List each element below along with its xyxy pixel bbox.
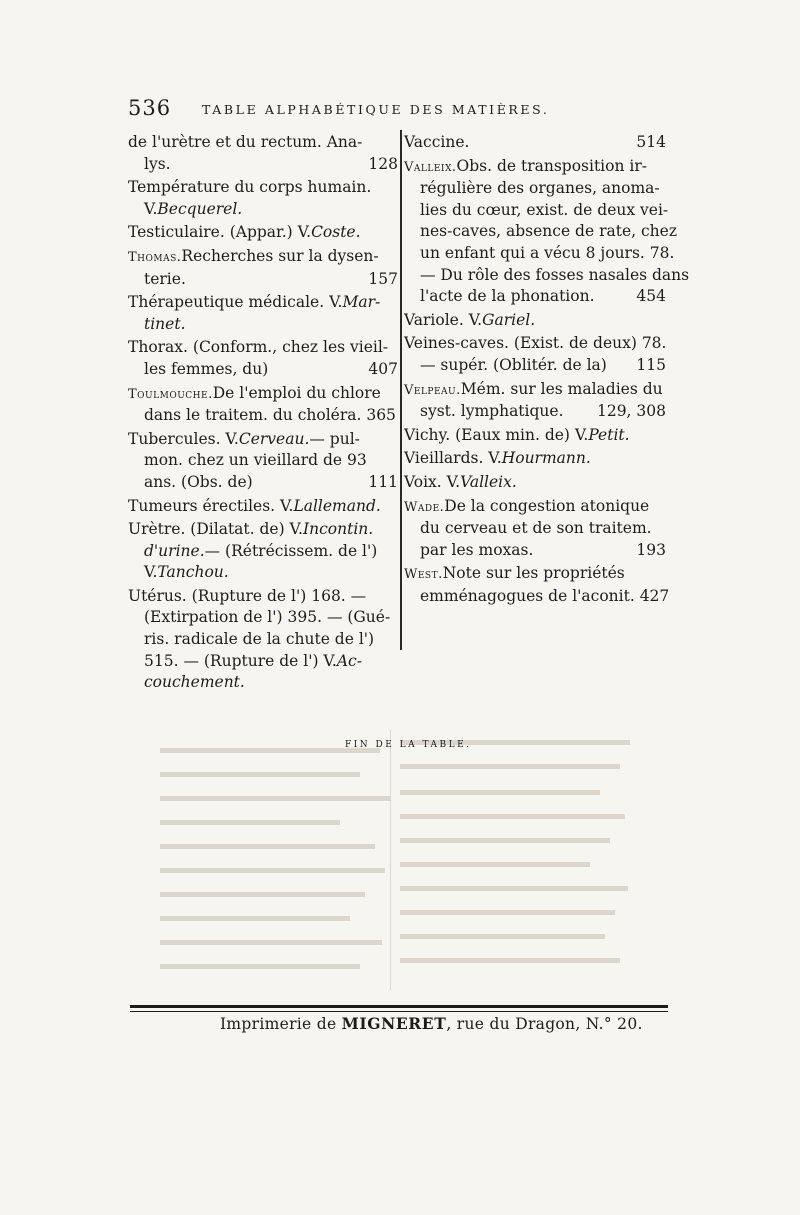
end-of-table-mark: FIN DE LA TABLE. <box>345 740 472 750</box>
entry-text: emménagogues de l'aconit. 427 <box>420 586 670 605</box>
index-entry <box>128 429 398 494</box>
entry-heading: Vaccine. <box>404 133 470 151</box>
index-column-right <box>404 132 690 609</box>
page-ref: 115 <box>636 355 666 374</box>
printer-name: MIGNERET <box>341 1014 447 1033</box>
imprint-address: , rue du Dragon, N.° 20. <box>446 1015 643 1033</box>
entry-text: l'acte de la phonation. <box>420 287 595 306</box>
entry-text: ris. radicale de la chute de l') <box>144 630 375 649</box>
cross-reference: d'urine. <box>144 541 205 560</box>
entry-text: syst. lymphatique. <box>420 402 564 421</box>
index-entry <box>128 132 398 175</box>
entry-heading: Tubercules. V. <box>128 429 239 448</box>
cross-reference: Valleix. <box>460 472 517 491</box>
index-entry <box>404 333 666 376</box>
page-ref: 129, 308 <box>596 402 666 421</box>
entry-text: les femmes, du) <box>144 359 269 378</box>
page-ref: 128 <box>368 154 398 173</box>
entry-text: — pul- <box>309 429 360 448</box>
entry-heading: Thorax. (Conform., chez les vieil- <box>128 338 389 357</box>
index-entry <box>128 586 398 694</box>
page-ref: 514 <box>636 133 666 151</box>
index-entry <box>404 448 666 470</box>
index-entry <box>404 310 666 332</box>
cross-reference: Lallemand. <box>293 496 381 515</box>
index-entry <box>404 156 690 308</box>
entry-text: mon. chez un vieillard de 93 <box>144 451 367 470</box>
author-name: West. <box>404 567 443 583</box>
entry-text: Mém. sur les maladies du <box>460 379 663 398</box>
index-entry <box>404 132 666 154</box>
entry-text: terie. <box>144 269 186 288</box>
footer-rule-thin <box>130 1011 668 1012</box>
page-ref: 407 <box>368 359 398 378</box>
cross-reference: Cerveau. <box>238 429 310 448</box>
index-entry <box>404 379 666 423</box>
author-name: Thomas. <box>128 249 182 265</box>
entry-heading: Veines-caves. (Exist. de deux) 78. <box>404 334 667 353</box>
entry-text: lys. <box>144 154 171 173</box>
index-entry <box>128 292 398 335</box>
author-name: Wade. <box>404 499 445 515</box>
entry-text: ans. (Obs. de) <box>144 472 253 491</box>
cross-reference: Petit. <box>588 425 630 444</box>
entry-text: de l'urètre et du rectum. Ana- <box>128 133 363 151</box>
footer-rule-thick <box>130 1005 668 1008</box>
entry-text: V. <box>144 199 158 218</box>
cross-reference: couchement. <box>144 673 245 692</box>
page-ref: 193 <box>636 540 666 559</box>
entry-heading: Testiculaire. (Appar.) V. <box>128 223 312 242</box>
page-header <box>128 96 668 122</box>
index-entry <box>404 425 666 447</box>
cross-reference: Hourmann. <box>501 449 591 468</box>
cross-reference: Ac- <box>336 651 362 670</box>
index-entry <box>128 519 398 584</box>
index-entry <box>128 337 398 380</box>
entry-text: 515. — (Rupture de l') V. <box>144 651 337 670</box>
printer-imprint <box>220 1014 643 1033</box>
entry-heading: Vieillards. V. <box>404 449 502 468</box>
entry-text: Note sur les propriétés <box>442 564 625 583</box>
entry-heading: Thérapeutique médicale. V. <box>128 293 343 312</box>
page-number: 536 <box>128 96 172 120</box>
entry-text: dans le traitem. du choléra. 365 <box>144 406 396 425</box>
entry-text: Obs. de transposition ir- <box>456 156 647 175</box>
cross-reference: Gariel. <box>482 310 536 329</box>
entry-text: — supér. (Oblitér. de la) <box>420 355 607 374</box>
entry-text: Recherches sur la dysen- <box>181 246 379 265</box>
cross-reference: tinet. <box>144 314 186 333</box>
entry-heading: Tumeurs érectiles. V. <box>128 496 294 515</box>
index-column-left <box>128 132 398 696</box>
running-title: TABLE ALPHABÉTIQUE DES MATIÈRES. <box>202 102 550 117</box>
entry-heading: Variole. V. <box>404 310 483 329</box>
column-divider <box>400 130 402 650</box>
imprint-prefix: Imprimerie de <box>220 1015 342 1033</box>
index-entry <box>128 246 398 290</box>
index-entry <box>404 563 670 607</box>
entry-heading: Température du corps humain. <box>128 178 372 197</box>
index-entry <box>128 177 398 220</box>
entry-text: régulière des organes, anoma- <box>420 179 660 198</box>
entry-text: lies du cœur, exist. de deux vei- <box>420 200 669 219</box>
entry-text: (Extirpation de l') 395. — (Gué- <box>144 608 391 627</box>
index-entry <box>128 383 398 427</box>
entry-text: nes-caves, absence de rate, chez <box>420 222 677 241</box>
entry-text: un enfant qui a vécu 8 jours. 78. <box>420 243 675 262</box>
page-ref: 157 <box>368 269 398 288</box>
entry-text: De l'emploi du chlore <box>212 383 381 402</box>
author-name: Toulmouche. <box>128 386 213 402</box>
entry-heading: Voix. V. <box>404 472 461 491</box>
page-ref: 111 <box>368 472 398 491</box>
entry-text: par les moxas. <box>420 540 534 559</box>
cross-reference: Coste. <box>311 223 361 242</box>
entry-text: — Du rôle des fosses nasales dans <box>420 265 690 284</box>
author-name: Velpeau. <box>404 382 461 398</box>
cross-reference: Becquerel. <box>157 199 243 218</box>
entry-heading: Urètre. (Dilatat. de) V. <box>128 520 303 539</box>
entry-heading: Vichy. (Eaux min. de) V. <box>404 425 589 444</box>
index-entry <box>404 472 666 494</box>
cross-reference: Mar- <box>342 293 381 312</box>
cross-reference: Incontin. <box>302 520 374 539</box>
author-name: Valleix. <box>404 159 457 175</box>
page-ref: 454 <box>636 287 666 306</box>
index-entry <box>128 222 398 244</box>
cross-reference: Tanchou. <box>157 563 229 582</box>
index-entry <box>128 496 398 518</box>
entry-heading: Utérus. (Rupture de l') 168. — <box>128 586 367 605</box>
entry-text: — (Rétrécissem. de l') <box>204 541 378 560</box>
index-entry <box>404 496 666 562</box>
entry-text: V. <box>144 563 158 582</box>
entry-text: du cerveau et de son traitem. <box>420 519 652 538</box>
entry-text: De la congestion atonique <box>444 496 650 515</box>
